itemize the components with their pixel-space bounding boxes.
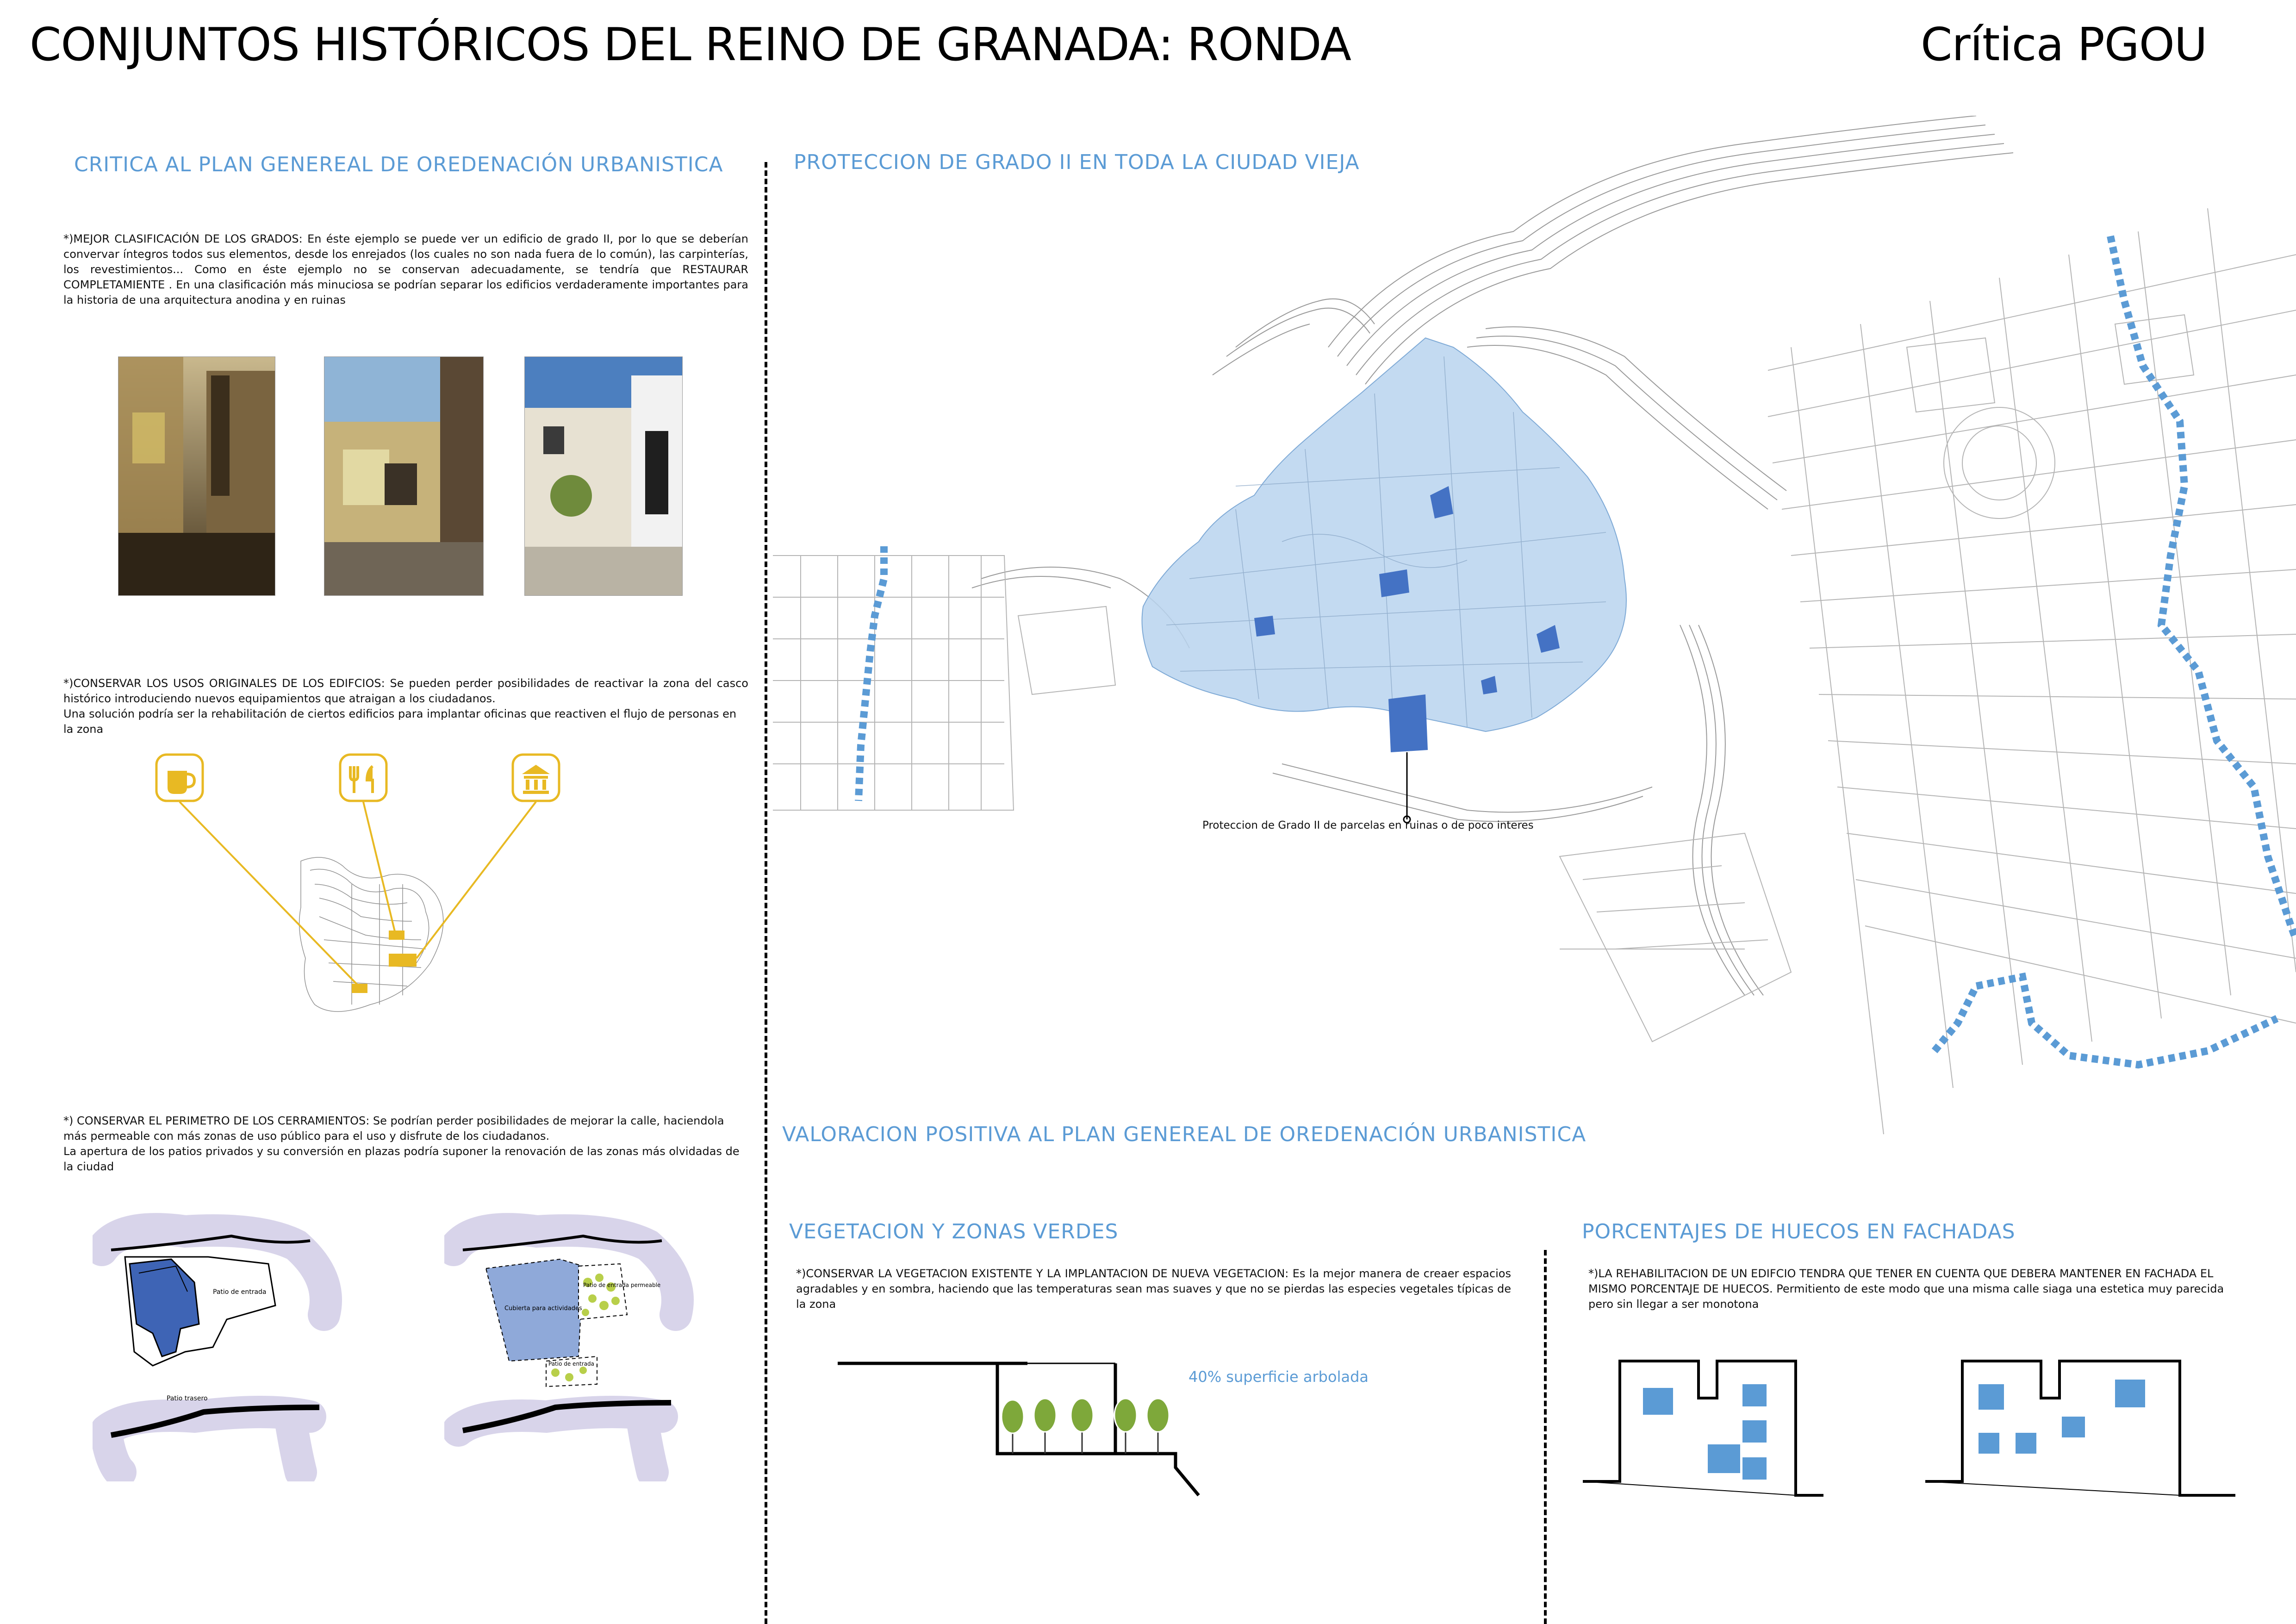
column-divider-right [1544, 1250, 1547, 1624]
tree [1071, 1399, 1093, 1454]
critique-point-1: *)MEJOR CLASIFICACIÓN DE LOS GRADOS: En éste ejemplo se puede ver un edificio de grado II, por lo que se deberían convervar íntegros todos sus elementos, desde los enrejados (los cuales no son nada fuera de lo común), las carpinterías, los revestimientos... Como en éste ejemplo no se conservan adecuadamente, se tendría que RESTAURAR COMPLETAMIENTE . En una clasificación más minuciosa se podrían separar los edificios verdaderamente importantes para la historia de una arquitectura anodina y en ruinas [63, 232, 748, 306]
column-divider-left [765, 162, 767, 1624]
page-subtitle: Crítica PGOU [1921, 19, 2207, 71]
photo-street-2 [324, 356, 484, 596]
museum-icon [513, 755, 559, 801]
protection-zone [1142, 338, 1627, 731]
facade-heading: PORCENTAJES DE HUECOS EN FACHADAS [1582, 1220, 2016, 1243]
coffee-icon [156, 755, 203, 801]
page-title: CONJUNTOS HISTÓRICOS DEL REINO DE GRANADA: RONDA [30, 19, 1351, 71]
vegetation-label: 40% superficie arbolada [1188, 1368, 1369, 1386]
label-patio-entrada: Patio de entrada [213, 1288, 267, 1296]
restaurant-icon [340, 755, 386, 801]
uses-diagram-map [299, 857, 443, 1012]
tree [1034, 1399, 1056, 1454]
critique-point-3a: *) CONSERVAR EL PERIMETRO DE LOS CERRAMIENTOS: Se podrían perder posibilidades de mejorar la calle, haciendola más permeable con más zonas de uso público para el uso y disfrute de los ciudadanos. [63, 1114, 724, 1143]
vegetation-heading: VEGETACION Y ZONAS VERDES [789, 1220, 1119, 1243]
photo-street-1 [118, 356, 275, 596]
map-heading: PROTECCION DE GRADO II EN TODA LA CIUDAD VIEJA [794, 150, 1360, 174]
facade-diagram [1583, 1352, 2240, 1505]
tree [1114, 1399, 1137, 1454]
target-building-3 [389, 954, 417, 967]
vegetation-text: *)CONSERVAR LA VEGETACION EXISTENTE Y LA IMPLANTACION DE NUEVA VEGETACION: Es la mejor manera de creaer espacios agradables y en sombra, haciendo que las temperaturas sean mas suaves y que no se pierdas las especies vegetales típicas de la zona [796, 1267, 1511, 1311]
positive-heading: VALORACION POSITIVA AL PLAN GENEREAL DE OREDENACIÓN URBANISTICA [782, 1123, 1587, 1146]
critique-point-2a: *)CONSERVAR LOS USOS ORIGINALES DE LOS EDIFCIOS: Se pueden perder posibilidades de reactivar la zona del casco histórico introduciendo nuevos equipamientos que atraigan a los ciudadanos. [63, 677, 748, 705]
label-patio-permeable: Patio de entrada permeable [583, 1282, 661, 1288]
label-patio-entrada-2: Patio de entrada [548, 1361, 595, 1367]
trees [1002, 1399, 1169, 1454]
map-callout-label: Proteccion de Grado II de parcelas en ruinas o de poco interes [1202, 819, 1534, 831]
ronda-map [773, 116, 2296, 1181]
facade-2 [1925, 1361, 2235, 1495]
critique-point-2b: Una solución podría ser la rehabilitación de ciertos edificios para implantar oficinas que reactiven el flujo de personas en la zona [63, 707, 737, 736]
street-network-east [1560, 208, 2296, 1134]
photo-street-3 [524, 356, 683, 596]
label-patio-trasero: Patio trasero [167, 1395, 208, 1402]
tree [1147, 1399, 1169, 1454]
critique-point-3b: La apertura de los patios privados y su conversión en plazas podría suponer la renovación de las zonas más olvidadas de la ciudad [63, 1145, 740, 1173]
photo-street-1-graphic [118, 357, 275, 595]
uses-diagram [148, 745, 592, 1060]
facade-2-openings [1979, 1380, 2145, 1454]
facade-1 [1583, 1361, 1823, 1495]
label-cubierta: Cubierta para actividades [504, 1305, 582, 1312]
photo-street-3-graphic [525, 357, 682, 595]
critique-heading: CRITICA AL PLAN GENEREAL DE OREDENACIÓN URBANISTICA [74, 153, 723, 176]
tree [1002, 1400, 1024, 1454]
photo-street-2-graphic [324, 357, 483, 595]
connector-lines [180, 802, 536, 986]
target-building-1 [352, 984, 367, 993]
street-network-west [773, 556, 1115, 810]
target-building-2 [389, 931, 404, 940]
facade-text: *)LA REHABILITACION DE UN EDIFCIO TENDRA QUE TENER EN CUENTA QUE DEBERA MANTENER EN FACHADA EL MISMO PORCENTAJE DE HUECOS. Permitiento de este modo que una misma calle siaga una estetica muy parecida pero sin llegar a ser monotona [1588, 1267, 2224, 1311]
patio-diagram-before [93, 1213, 352, 1481]
vegetation-diagram [838, 1354, 1208, 1502]
patio-diagram-after [444, 1213, 703, 1481]
